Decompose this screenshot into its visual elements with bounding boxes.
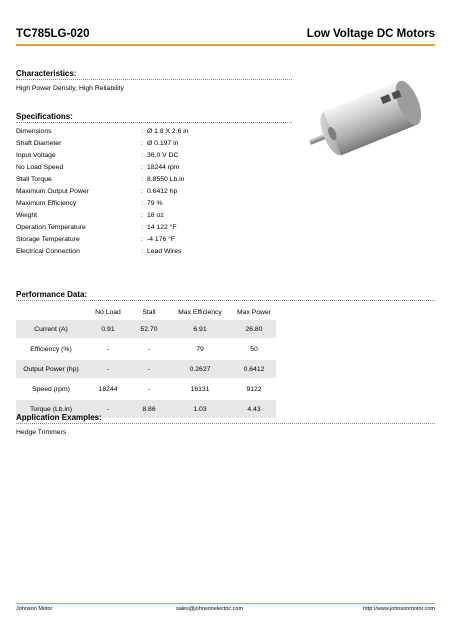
spec-label: Weight [16, 212, 38, 219]
spec-value: 0.6412 hp [147, 188, 178, 195]
table-cell: 52.70 [140, 325, 158, 333]
spec-separator: : [141, 248, 143, 255]
spec-label: Storage Temperature [16, 236, 80, 243]
spec-separator: : [141, 164, 143, 171]
table-cell: 0.2627 [189, 365, 211, 373]
spec-value: 79 % [147, 200, 163, 207]
spec-separator: : [141, 212, 143, 219]
column-header [16, 306, 86, 318]
page-footer [16, 606, 435, 616]
applications-divider [16, 423, 435, 424]
product-category: Low Voltage DC Motors [306, 28, 435, 40]
table-cell: 0.6412 [243, 365, 265, 373]
spec-separator: : [141, 176, 143, 183]
specifications-title: Specifications: [16, 112, 73, 121]
specifications-divider [16, 122, 292, 123]
column-header: Max Power [237, 308, 271, 316]
table-cell: 1.03 [193, 405, 207, 413]
spec-separator: : [141, 128, 143, 135]
table-cell: 6.91 [193, 325, 207, 333]
table-cell: 8.86 [142, 405, 156, 413]
motor-image [300, 70, 436, 170]
spec-separator: : [141, 224, 143, 231]
spec-label: Dimensions [16, 128, 52, 135]
spec-value: 14 122 °F [147, 224, 177, 231]
table-row [16, 340, 276, 358]
table-cell: - [106, 345, 110, 353]
spec-separator: : [141, 152, 143, 159]
spec-value: 8.8550 Lb.in [147, 176, 185, 183]
table-row [16, 320, 276, 338]
spec-value: 16 oz [147, 212, 164, 219]
table-cell: - [106, 365, 110, 373]
table-cell: 16131 [190, 385, 210, 393]
column-header: No Load [95, 308, 121, 316]
spec-value: -4 176 °F [147, 236, 176, 243]
table-row [16, 360, 276, 378]
spec-value: Ø 1.8 X 2.6 in [147, 128, 189, 135]
spec-value: 36.0 V DC [147, 152, 179, 159]
applications-text: Hedge Trimmers [16, 429, 67, 436]
spec-label: Maximum Efficiency [16, 200, 77, 207]
table-cell: 79 [196, 345, 204, 353]
model-number: TC785LG-020 [16, 28, 90, 40]
row-label: Output Power (hp) [23, 365, 79, 373]
spec-label: Input Voltage [16, 152, 56, 159]
spec-separator: : [141, 200, 143, 207]
spec-label: No Load Speed [16, 164, 64, 171]
table-cell: 18244 [98, 385, 118, 393]
table-cell: - [106, 405, 110, 413]
spec-label: Electrical Connection [16, 248, 80, 255]
performance-divider [16, 300, 435, 301]
footer-email-link[interactable]: sales@johnsonelectric.com [176, 606, 244, 612]
spec-label: Operation Temperature [16, 224, 86, 231]
spec-separator: : [141, 140, 143, 147]
footer-company: Johnson Motor [16, 606, 53, 612]
page-header [16, 28, 435, 44]
spec-label: Stall Torque [16, 176, 52, 183]
row-label: Torque (Lb.in) [30, 405, 72, 413]
header-divider [16, 44, 435, 46]
table-cell: 50 [250, 345, 258, 353]
spec-label: Shaft Diameter [16, 140, 62, 147]
spec-label: Maximum Output Power [16, 188, 89, 195]
spec-separator: : [141, 236, 143, 243]
spec-value: Ø 0.197 in [147, 140, 179, 147]
footer-website-link[interactable]: http://www.johnsonmotor.com [363, 606, 435, 612]
performance-title: Performance Data: [16, 290, 88, 299]
characteristics-title: Characteristics: [16, 69, 77, 78]
table-cell: 9122 [246, 385, 262, 393]
table-cell: 26.80 [245, 325, 263, 333]
table-header-row [16, 306, 276, 318]
characteristics-divider [16, 79, 292, 80]
table-row [16, 380, 276, 398]
table-cell: - [147, 385, 151, 393]
row-label: Efficiency (%) [30, 345, 72, 353]
applications-title: Application Examples: [16, 413, 102, 422]
row-label: Current (A) [34, 325, 68, 333]
table-cell: - [147, 345, 151, 353]
table-cell: 4.43 [247, 405, 261, 413]
column-header: Max Efficiency [178, 308, 222, 316]
footer-divider [16, 603, 435, 604]
spec-separator: : [141, 188, 143, 195]
column-header: Stall [142, 308, 156, 316]
table-cell: 0.91 [101, 325, 115, 333]
row-label: Speed (rpm) [32, 385, 70, 393]
table-cell: - [147, 365, 151, 373]
spec-value: 18244 rpm [147, 164, 180, 171]
spec-value: Lead Wires [147, 248, 182, 255]
characteristics-text: High Power Density, High Reliability [16, 85, 124, 92]
